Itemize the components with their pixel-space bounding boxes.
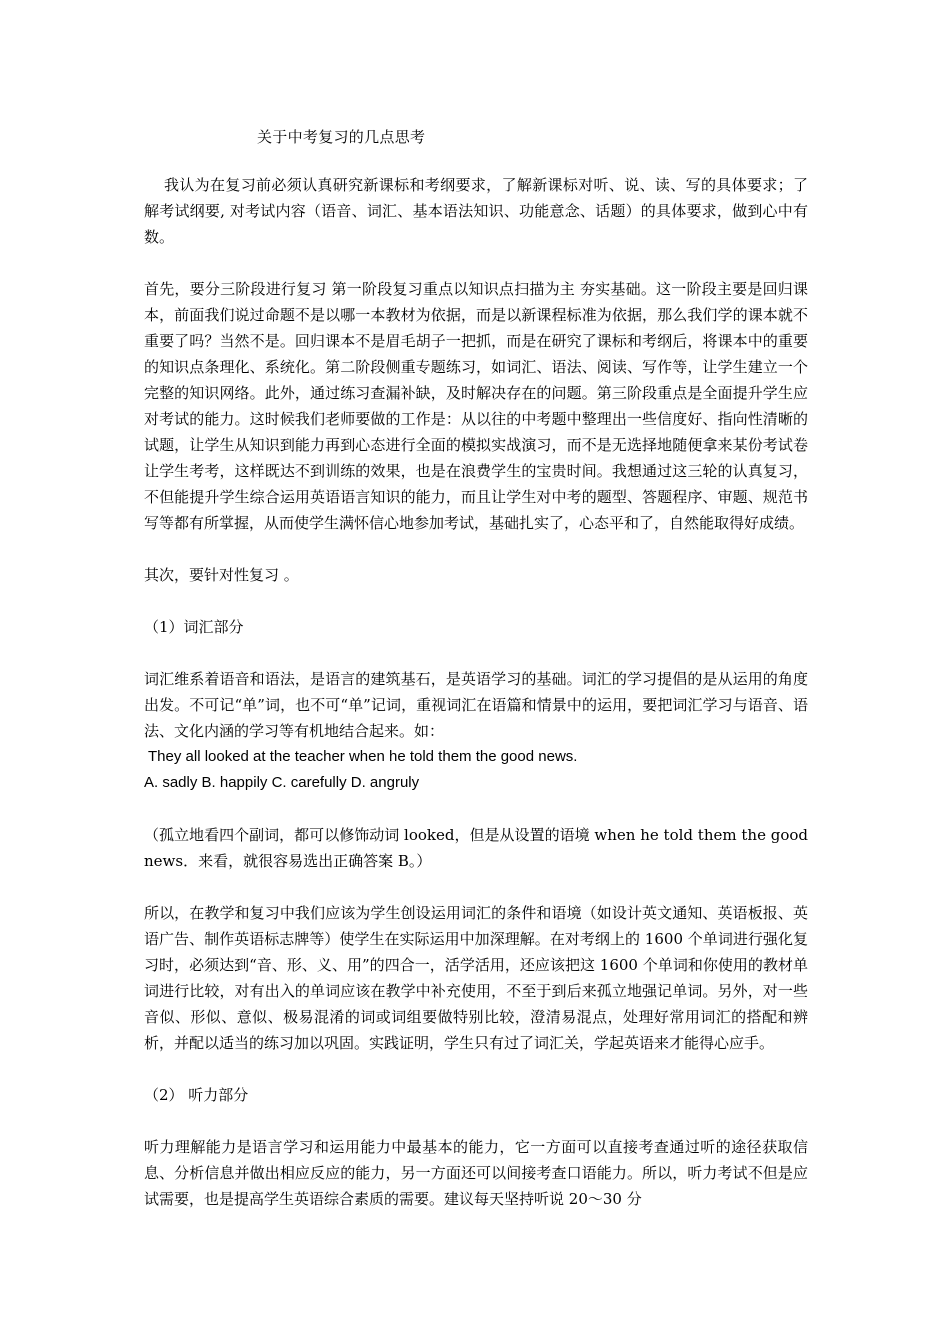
- targeted-review-line: 其次，要针对性复习 。: [144, 566, 299, 584]
- listening-section-heading: （2） 听力部分: [144, 1086, 249, 1104]
- example-explanation: （孤立地看四个副词，都可以修饰动词 looked，但是从设置的语境 when he told them the good news．来看，就很容易选出正确答案 B。）: [144, 826, 808, 870]
- document-title: 关于中考复习的几点思考: [257, 128, 426, 146]
- example-sentence: They all looked at the teacher when he told them the good news.: [148, 748, 578, 765]
- review-stages-paragraph: 首先，要分三阶段进行复习 第一阶段复习重点以知识点扫描为主 夯实基础。这一阶段主要是回归课本，前面我们说过命题不是以哪一本教材为依据，而是以新课程标准为依据，那么我们学的课本就不重要了吗？当然不是。回归课本不是眉毛胡子一把抓，而是在研究了课标和考纲后，将课本中的重要的知识点条理化、系统化。第二阶段侧重专题练习，如词汇、语法、阅读、写作等，让学生建立一个完整的知识网络。此外，通过练习查漏补缺，及时解决存在的问题。第三阶段重点是全面提升学生应对考试的能力。这时候我们老师要做的工作是：从以往的中考题中整理出一些信度好、指向性清晰的试题，让学生从知识到能力再到心态进行全面的模拟实战演习，而不是无选择地随便拿来某份考试卷让学生考考，这样既达不到训练的效果，也是在浪费学生的宝贵时间。我想通过这三轮的认真复习，不但能提升学生综合运用英语语言知识的能力，而且让学生对中考的题型、答题程序、审题、规范书写等都有所掌握，从而使学生满怀信心地参加考试，基础扎实了，心态平和了，自然能取得好成绩。: [144, 280, 808, 532]
- spacer: [144, 796, 808, 822]
- vocabulary-teaching-paragraph: 所以，在教学和复习中我们应该为学生创设运用词汇的条件和语境（如设计英文通知、英语板报、英语广告、制作英语标志牌等）使学生在实际运用中加深理解。在对考纲上的 1600 个单词进行强化复习时，必须达到“音、形、义、用”的四合一，活学活用，还应该把这 1600 个单词和你使用的教材单词进行比较，对有出入的单词应该在教学中补充使用，不至于到后来孤立地强记单词。另外，对一些音似、形似、意似、极易混淆的词或词组要做特别比较，澄清易混点，处理好常用词汇的搭配和辨析，并配以适当的练习加以巩固。实践证明，学生只有过了词汇关，学起英语来才能得心应手。: [144, 904, 808, 1052]
- document-body: [144, 172, 808, 1212]
- vocabulary-section-heading: （1）词汇部分: [144, 618, 244, 636]
- vocabulary-paragraph: 词汇维系着语音和语法，是语言的建筑基石，是英语学习的基础。词汇的学习提倡的是从运用的角度出发。不可记“单”词，也不可“单”记词，重视词汇在语篇和情景中的运用，要把词汇学习与语音、语法、文化内涵的学习等有机地结合起来。如：: [144, 670, 808, 740]
- example-options: A. sadly B. happily C. carefully D. angruly: [144, 774, 420, 791]
- intro-paragraph: 我认为在复习前必须认真研究新课标和考纲要求，了解新课标对听、说、读、写的具体要求；了解考试纲要, 对考试内容（语音、词汇、基本语法知识、功能意念、话题）的具体要求，做到心中有数。: [144, 176, 808, 246]
- listening-paragraph: 听力理解能力是语言学习和运用能力中最基本的能力，它一方面可以直接考查通过听的途径获取信息、分析信息并做出相应反应的能力，另一方面还可以间接考查口语能力。所以，听力考试不但是应试需要，也是提高学生英语综合素质的需要。建议每天坚持听说 20～30 分: [144, 1138, 808, 1208]
